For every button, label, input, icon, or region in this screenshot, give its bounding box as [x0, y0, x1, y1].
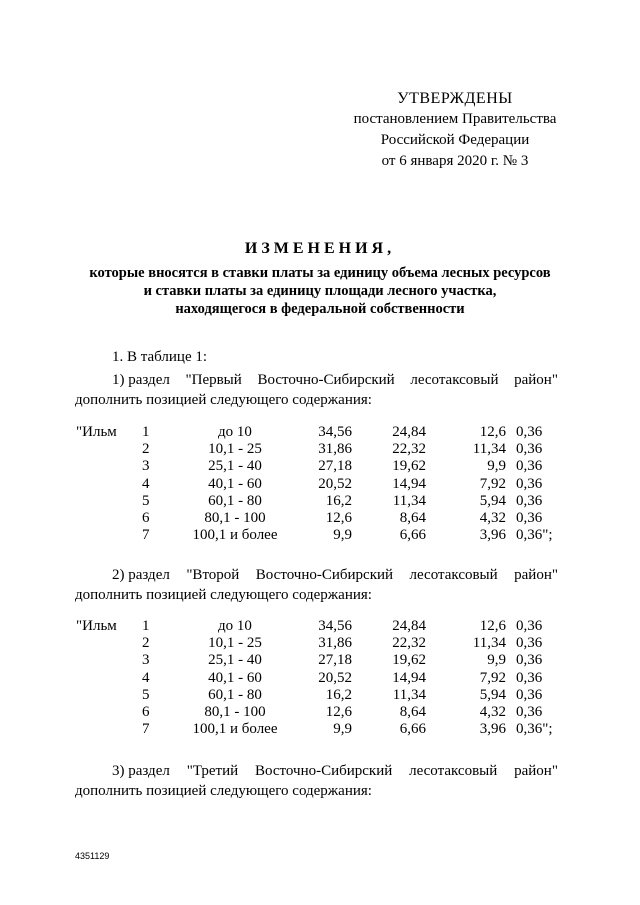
rate-cell: 0,36: [516, 618, 543, 634]
approval-block: [340, 88, 570, 172]
rate-cell: 20,52: [318, 475, 352, 492]
class-cell: 3: [142, 458, 150, 475]
diameter-cell: 25,1 - 40: [208, 652, 262, 669]
rate-cell: 22,32: [392, 441, 426, 458]
rate-cell: 9,9: [487, 458, 506, 475]
rate-cell: 0,36: [516, 669, 543, 686]
document-code: 4351129: [75, 851, 110, 861]
rate-cell: 0,36: [516, 475, 543, 492]
rate-cell: 12,6: [325, 703, 352, 720]
class-cell: 6: [142, 509, 150, 526]
diameter-cell: 80,1 - 100: [204, 509, 266, 526]
rate-cell: 12,6: [479, 618, 506, 634]
rate-cell: 11,34: [392, 492, 426, 509]
rate-cell: 14,94: [392, 475, 426, 492]
rate-cell: 3,96: [479, 527, 506, 544]
rate-cell: 22,32: [392, 635, 426, 652]
section-word: район": [514, 567, 558, 583]
rate-cell: 0,36: [516, 441, 543, 458]
rate-cell: 34,56: [318, 618, 352, 634]
heading-title: ИЗМЕНЕНИЯ,: [244, 240, 396, 257]
section-word: лесотаксовый: [410, 372, 499, 388]
rate-cell: 0,36: [516, 703, 543, 720]
section-word: лесотаксовый: [409, 567, 498, 583]
species-cell: "Ильм: [76, 424, 117, 440]
section-word: "Третий: [186, 763, 239, 779]
class-cell: 4: [142, 475, 150, 492]
class-cell: 2: [142, 441, 150, 458]
rate-cell: 8,64: [399, 509, 426, 526]
section-word: Восточно-Сибирский: [255, 763, 393, 779]
rate-cell: 16,2: [325, 686, 352, 703]
rate-cell: 27,18: [318, 652, 352, 669]
rate-cell: 20,52: [318, 669, 352, 686]
document-heading: [60, 240, 580, 318]
rate-cell: 0,36";: [516, 721, 553, 738]
section-word: "Второй: [186, 567, 240, 583]
section-word: "Первый: [185, 372, 242, 388]
rate-cell: 9,9: [333, 721, 352, 738]
approval-title: УТВЕРЖДЕНЫ: [397, 90, 513, 107]
rate-cell: 14,94: [392, 669, 426, 686]
rate-cell: 7,92: [479, 669, 506, 686]
rate-cell: 31,86: [318, 635, 352, 652]
heading-subtitle-line: которые вносятся в ставки платы за единицу объема лесных ресурсов: [89, 265, 551, 281]
rate-cell: 6,66: [399, 527, 426, 544]
section-2-continuation: дополнить позицией следующего содержания:: [75, 587, 372, 603]
rate-cell: 19,62: [392, 652, 426, 669]
diameter-cell: 10,1 - 25: [208, 635, 262, 652]
rate-cell: 11,34: [472, 441, 506, 458]
diameter-cell: 10,1 - 25: [208, 441, 262, 458]
approval-date-line: от 6 января 2020 г. № 3: [381, 153, 529, 169]
rate-cell: 11,34: [392, 686, 426, 703]
rate-cell: 8,64: [399, 703, 426, 720]
section-word: район": [514, 763, 558, 779]
class-cell: 5: [142, 492, 150, 509]
section-3-heading: [112, 763, 558, 780]
rate-cell: 9,9: [333, 527, 352, 544]
class-cell: 5: [142, 686, 150, 703]
diameter-cell: 100,1 и более: [192, 527, 278, 544]
rate-cell: 31,86: [318, 441, 352, 458]
rate-cell: 6,66: [399, 721, 426, 738]
class-cell: 1: [142, 424, 150, 440]
class-cell: 7: [142, 721, 150, 738]
class-cell: 7: [142, 527, 150, 544]
rate-cell: 0,36: [516, 635, 543, 652]
rate-cell: 24,84: [392, 424, 426, 440]
diameter-cell: 100,1 и более: [192, 721, 278, 738]
rate-cell: 0,36: [516, 458, 543, 475]
section-word: 3) раздел: [112, 763, 170, 779]
rate-cell: 0,36: [516, 492, 543, 509]
section-word: район": [514, 372, 558, 388]
heading-subtitle-line: находящегося в федеральной собственности: [175, 301, 465, 317]
rate-cell: 24,84: [392, 618, 426, 634]
rate-cell: 12,6: [325, 509, 352, 526]
rate-cell: 0,36: [516, 686, 543, 703]
heading-subtitle-line: и ставки платы за единицу площади лесного участка,: [143, 283, 497, 299]
diameter-cell: 40,1 - 60: [208, 669, 262, 686]
diameter-cell: 80,1 - 100: [204, 703, 266, 720]
class-cell: 2: [142, 635, 150, 652]
section-word: Восточно-Сибирский: [257, 372, 395, 388]
approval-line: Российской Федерации: [380, 132, 530, 148]
section-3-continuation: дополнить позицией следующего содержания:: [75, 783, 372, 799]
section-word: 1) раздел: [112, 372, 170, 388]
item-1-text: 1. В таблице 1:: [112, 349, 208, 365]
diameter-cell: 60,1 - 80: [208, 686, 262, 703]
species-cell: "Ильм: [76, 618, 117, 634]
rate-cell: 16,2: [325, 492, 352, 509]
rate-cell: 12,6: [479, 424, 506, 440]
rate-cell: 27,18: [318, 458, 352, 475]
section-word: 2) раздел: [112, 567, 170, 583]
diameter-cell: до 10: [218, 618, 252, 634]
diameter-cell: 25,1 - 40: [208, 458, 262, 475]
rate-cell: 0,36: [516, 424, 543, 440]
class-cell: 1: [142, 618, 150, 634]
rate-cell: 3,96: [479, 721, 506, 738]
rate-cell: 4,32: [479, 703, 506, 720]
section-word: лесотаксовый: [409, 763, 498, 779]
diameter-cell: 60,1 - 80: [208, 492, 262, 509]
rate-cell: 0,36: [516, 509, 543, 526]
section-word: Восточно-Сибирский: [255, 567, 394, 583]
section-2-heading: [112, 567, 558, 584]
rate-cell: 4,32: [479, 509, 506, 526]
approval-line: постановлением Правительства: [353, 111, 557, 127]
section-1-heading: [112, 372, 558, 389]
rate-cell: 7,92: [479, 475, 506, 492]
diameter-cell: 40,1 - 60: [208, 475, 262, 492]
rate-cell: 5,94: [479, 492, 506, 509]
rate-cell: 0,36: [516, 652, 543, 669]
rate-cell: 34,56: [318, 424, 352, 440]
class-cell: 6: [142, 703, 150, 720]
section-1-continuation: дополнить позицией следующего содержания:: [75, 392, 372, 408]
diameter-cell: до 10: [218, 424, 252, 440]
rate-cell: 0,36";: [516, 527, 553, 544]
rate-cell: 11,34: [472, 635, 506, 652]
class-cell: 4: [142, 669, 150, 686]
class-cell: 3: [142, 652, 150, 669]
rate-cell: 9,9: [487, 652, 506, 669]
rate-cell: 5,94: [479, 686, 506, 703]
rate-cell: 19,62: [392, 458, 426, 475]
